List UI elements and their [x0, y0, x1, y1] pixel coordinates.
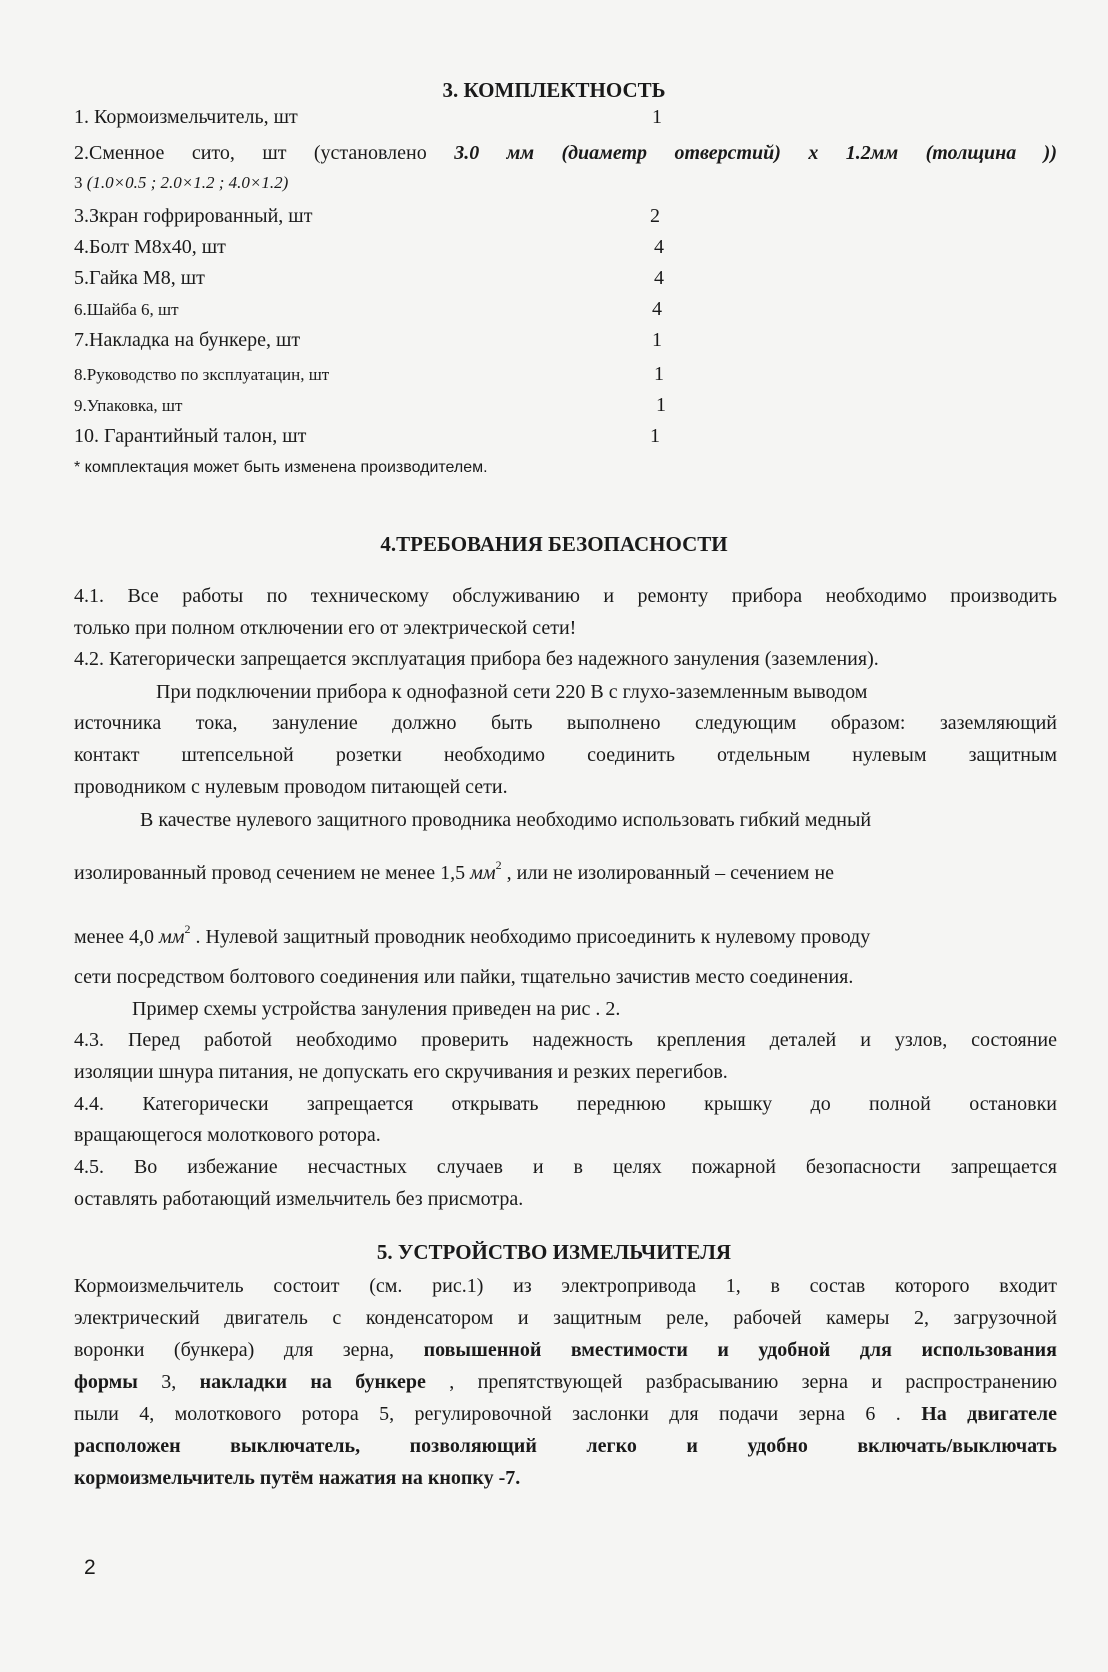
paragraph-line: сети посредством болтового соединения или пайки, тщательно зачистив место соединения.	[74, 966, 854, 988]
paragraph-line	[74, 1403, 1057, 1426]
list-item-9-label: 9.Упаковка, шт	[74, 396, 183, 415]
section-5-title: 5. УСТРОЙСТВО ИЗМЕЛЬЧИТЕЛЯ	[376, 1240, 732, 1264]
list-item-4-label: 4.Болт М8х40, шт	[74, 236, 226, 258]
paragraph-line: 4.1. Все работы по техническому обслуживанию и ремонту прибора необходимо производить	[74, 585, 1057, 607]
footnote: * комплектация может быть изменена производителем.	[74, 459, 488, 476]
list-item-2-text: 2.Сменное сито, шт (установлено	[74, 142, 455, 164]
list-item-1-label: 1. Кормоизмельчитель, шт	[74, 106, 298, 128]
bold-text: накладки на бункере	[199, 1371, 426, 1393]
list-item-2-installed: 3.0 мм (диаметр отверстий) х 1.2мм (толщина ))	[454, 142, 1057, 164]
paragraph-line: оставлять работающий измельчитель без присмотра.	[74, 1188, 524, 1210]
page-number: 2	[84, 1556, 96, 1579]
list-item-7-qty: 1	[652, 329, 662, 351]
paragraph-line: При подключении прибора к однофазной сети 220 В с глухо-заземленным выводом	[156, 681, 868, 703]
bold-text: формы	[74, 1371, 138, 1393]
paragraph-line: электрический двигатель с конденсатором и защитным реле, рабочей камеры 2, загрузочной	[74, 1307, 1057, 1329]
line-text: 3,	[137, 1371, 200, 1393]
list-item-4-qty: 4	[654, 236, 664, 258]
paragraph-line: только при полном отключении его от электрической сети!	[74, 617, 577, 639]
list-item-10-qty: 1	[650, 425, 660, 447]
unit-mm: мм	[470, 862, 496, 884]
list-item-2-options: (1.0×0.5 ; 2.0×1.2 ; 4.0×1.2)	[86, 173, 289, 192]
bold-text: повышенной вместимости и удобной для использования	[423, 1339, 1057, 1361]
paragraph-line: расположен выключатель, позволяющий легко и удобно включать/выключать	[74, 1435, 1057, 1457]
paragraph-line: Кормоизмельчитель состоит (см. рис.1) из электропривода 1, в состав которого входит	[74, 1275, 1057, 1297]
paragraph-line: Пример схемы устройства зануления приведен на рис . 2.	[132, 998, 621, 1020]
paragraph-line: В качестве нулевого защитного проводника необходимо использовать гибкий медный	[140, 809, 872, 831]
paragraph-line	[74, 922, 870, 949]
line-text: пыли 4, молоткового ротора 5, регулировочной заслонки для подачи зерна 6 .	[74, 1403, 922, 1425]
section-4-title: 4.ТРЕБОВАНИЯ БЕЗОПАСНОСТИ	[380, 532, 728, 556]
list-item-3-qty: 2	[650, 205, 660, 227]
list-item-2-count: 3	[74, 173, 87, 192]
list-item-5-label: 5.Гайка М8, шт	[74, 267, 205, 289]
section-3-title: 3. КОМПЛЕКТНОСТЬ	[442, 78, 666, 102]
paragraph-line: кормоизмельчитель путём нажатия на кнопку -7.	[74, 1467, 521, 1489]
line-text: воронки (бункера) для зерна,	[74, 1339, 424, 1361]
list-item-1-qty: 1	[652, 106, 662, 128]
paragraph-line: изоляции шнура питания, не допускать его скручивания и резких перегибов.	[74, 1061, 728, 1083]
paragraph-line: 4.5. Во избежание несчастных случаев и в целях пожарной безопасности запрещается	[74, 1156, 1057, 1178]
unit-exponent: 2	[495, 858, 502, 872]
list-item-8-label: 8.Руководство по зксплуатацин, шт	[74, 365, 330, 384]
list-item-9-qty: 1	[656, 394, 666, 416]
paragraph-line: 4.2. Категорически запрещается эксплуатация прибора без надежного зануления (заземления).	[74, 648, 879, 670]
list-item-2-extra	[74, 173, 288, 193]
list-item-8-qty: 1	[654, 363, 664, 385]
paragraph-line: 4.3. Перед работой необходимо проверить надежность крепления деталей и узлов, состояние	[74, 1029, 1057, 1051]
list-item-6-qty: 4	[652, 298, 662, 320]
paragraph-line	[74, 1339, 1057, 1362]
paragraph-line	[74, 1371, 1057, 1394]
line-text: . Нулевой защитный проводник необходимо присоединить к нулевому проводу	[190, 926, 871, 948]
list-item-2-line	[74, 142, 1057, 165]
paragraph-line: 4.4. Категорически запрещается открывать переднюю крышку до полной остановки	[74, 1093, 1057, 1115]
line-text: менее 4,0	[74, 926, 159, 948]
paragraph-line	[74, 858, 834, 885]
list-item-10-label: 10. Гарантийный талон, шт	[74, 425, 307, 447]
bold-text: На двигателе	[921, 1403, 1057, 1425]
paragraph-line: источника тока, зануление должно быть выполнено следующим образом: заземляющий	[74, 712, 1057, 734]
line-text: изолированный провод сечением не менее 1,5	[74, 862, 471, 884]
list-item-7-label: 7.Накладка на бункере, шт	[74, 329, 301, 351]
paragraph-line: вращающегося молоткового ротора.	[74, 1124, 381, 1146]
paragraph-line: контакт штепсельной розетки необходимо соединить отдельным нулевым защитным	[74, 744, 1057, 766]
list-item-6-label: 6.Шайба 6, шт	[74, 300, 179, 319]
line-text: , или не изолированный – сечением не	[501, 862, 835, 884]
line-text: , препятствующей разбрасыванию зерна и распространению	[425, 1371, 1058, 1393]
list-item-3-label: 3.Зкран гофрированный, шт	[74, 205, 313, 227]
unit-exponent: 2	[184, 922, 191, 936]
paragraph-line: проводником с нулевым проводом питающей сети.	[74, 776, 508, 798]
list-item-5-qty: 4	[654, 267, 664, 289]
unit-mm: мм	[159, 926, 185, 948]
